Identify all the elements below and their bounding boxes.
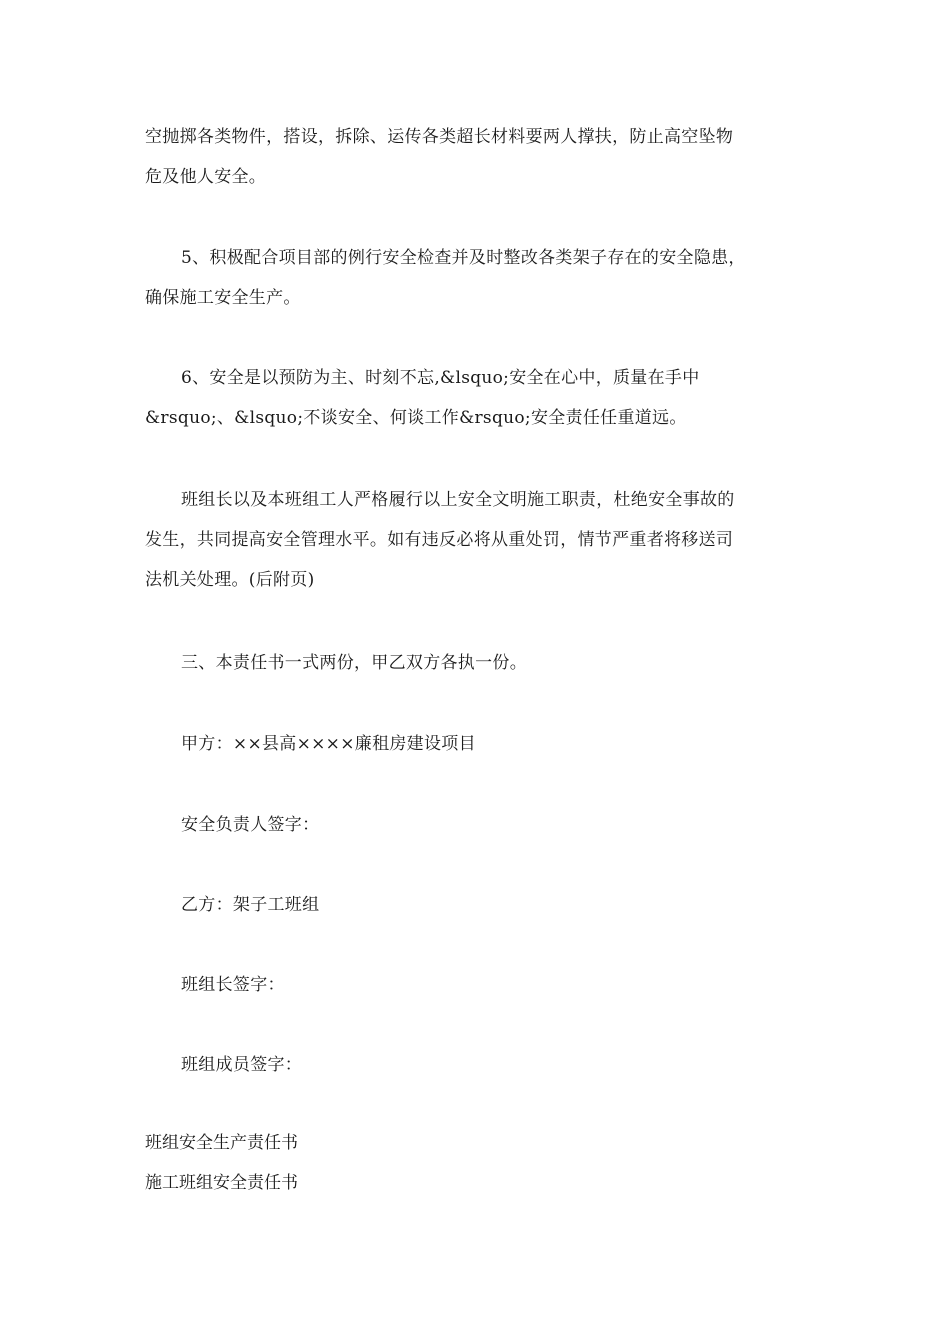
text-line: 班组长以及本班组工人严格履行以上安全文明施工职责，杜绝安全事故的 — [181, 490, 735, 510]
text-line: 安全负责人签字： — [181, 815, 320, 835]
paragraph-item-5 — [145, 238, 805, 318]
team-lead-signature — [145, 965, 805, 1005]
text-line: 乙方：架子工班组 — [181, 895, 320, 915]
text-line: 甲方：××县高××××廉租房建设项目 — [181, 734, 476, 754]
text-line: 发生，共同提高安全管理水平。如有违反必将从重处罚，情节严重者将移送司 — [145, 530, 734, 550]
paragraph-continuation — [145, 117, 805, 197]
related-link-construction-team-safety[interactable]: 施工班组安全责任书 — [145, 1173, 298, 1193]
text-line: 法机关处理。(后附页) — [145, 570, 315, 590]
text-line: 三、本责任书一式两份，甲乙双方各执一份。 — [181, 653, 527, 673]
text-line: &rsquo;、&lsquo;不谈安全、何谈工作&rsquo;安全责任任重道远。 — [145, 408, 687, 428]
party-a — [145, 724, 805, 764]
text-line: 6、安全是以预防为主、时刻不忘,&lsquo;安全在心中，质量在手中 — [181, 368, 700, 388]
paragraph-item-6 — [145, 358, 805, 438]
text-line: 确保施工安全生产。 — [145, 288, 301, 308]
clause-three — [145, 643, 805, 683]
paragraph-team-duty — [145, 480, 805, 600]
text-line: 班组长签字： — [181, 975, 285, 995]
text-line: 5、积极配合项目部的例行安全检查并及时整改各类架子存在的安全隐患， — [181, 248, 746, 268]
party-b — [145, 885, 805, 925]
related-link-team-safety-production[interactable]: 班组安全生产责任书 — [145, 1133, 298, 1153]
team-members-signature — [145, 1045, 805, 1085]
text-line: 危及他人安全。 — [145, 167, 267, 187]
text-line: 空抛掷各类物件，搭设，拆除、运传各类超长材料要两人撑扶，防止高空坠物 — [145, 127, 734, 147]
safety-lead-signature — [145, 805, 805, 845]
text-line: 班组成员签字： — [181, 1055, 303, 1075]
